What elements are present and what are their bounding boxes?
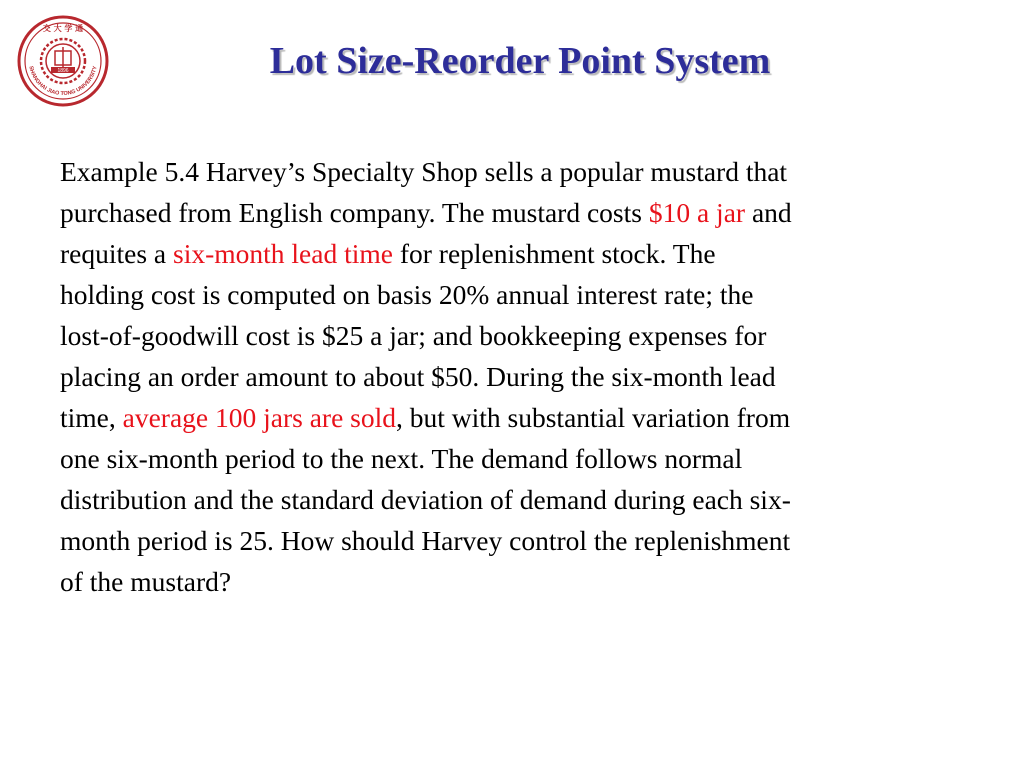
paragraph-text: requites a xyxy=(60,238,174,269)
paragraph-text: distribution and the standard deviation of demand during each six- xyxy=(60,484,791,515)
highlighted-text: six-month lead time xyxy=(173,238,393,269)
highlighted-text: average 100 jars are sold xyxy=(122,402,396,433)
slide-title: Lot Size-Reorder Point System xyxy=(269,40,771,82)
highlighted-text: $10 a jar xyxy=(648,197,746,228)
paragraph-text: , but with substantial variation from xyxy=(396,402,791,433)
paragraph-line xyxy=(60,356,980,397)
paragraph-line xyxy=(60,315,980,356)
paragraph-line xyxy=(60,520,980,561)
paragraph-line xyxy=(60,192,980,233)
paragraph-text: placing an order amount to about $50. During the six-month lead xyxy=(60,361,776,392)
paragraph-text: time, xyxy=(60,402,123,433)
seal-year-text: 1896 xyxy=(57,68,69,74)
paragraph-line xyxy=(60,438,980,479)
paragraph-text: Example 5.4 Harvey’s Specialty Shop sells a popular mustard that xyxy=(60,156,788,187)
paragraph-line xyxy=(60,233,980,274)
paragraph-line xyxy=(60,479,980,520)
paragraph-text: purchased from English company. The mustard costs xyxy=(60,197,649,228)
paragraph-text: for replenishment stock. The xyxy=(392,238,716,269)
paragraph-text: lost-of-goodwill cost is $25 a jar; and bookkeeping expenses for xyxy=(60,320,767,351)
paragraph-text: of the mustard? xyxy=(60,566,232,597)
seal-chinese-text: 交 大 学 通 xyxy=(42,24,84,33)
paragraph-text: and xyxy=(745,197,792,228)
paragraph-text: month period is 25. How should Harvey control the replenishment xyxy=(60,525,791,556)
paragraph-line xyxy=(60,151,980,192)
seal-ring-text: SHANGHAI JIAO TONG UNIVERSITY xyxy=(27,65,99,98)
paragraph-text: one six-month period to the next. The demand follows normal xyxy=(60,443,743,474)
paragraph-line xyxy=(60,561,980,602)
paragraph-line xyxy=(60,397,980,438)
paragraph-text: holding cost is computed on basis 20% annual interest rate; the xyxy=(60,279,754,310)
problem-paragraph xyxy=(60,151,980,602)
paragraph-line xyxy=(60,274,980,315)
